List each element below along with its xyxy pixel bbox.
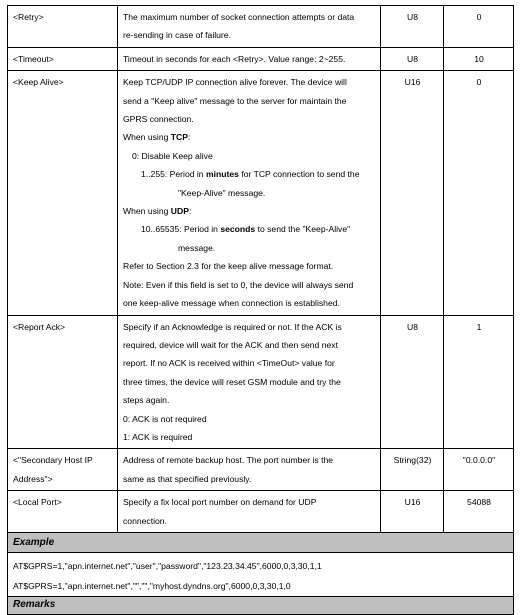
parameter-row bbox=[8, 449, 514, 491]
description-bold-term: TCP bbox=[170, 132, 188, 143]
description-line bbox=[123, 184, 376, 202]
parameter-name: <Local Port> bbox=[8, 491, 118, 533]
description-text: same as that specified previously. bbox=[123, 473, 252, 484]
description-bold-term: UDP bbox=[170, 206, 189, 217]
parameter-default: "0.0.0.0" bbox=[444, 449, 514, 491]
parameter-type: String(32) bbox=[381, 449, 444, 491]
description-text: one keep-alive message when connection is established. bbox=[123, 298, 340, 309]
parameter-type: U8 bbox=[381, 315, 444, 449]
parameter-name: <Retry> bbox=[8, 6, 118, 48]
description-line bbox=[123, 470, 376, 488]
description-text: report. If no ACK is received within <TimeOut> value for bbox=[123, 358, 335, 369]
description-text: Timeout in seconds for each <Retry>. Value range: 2~255. bbox=[123, 53, 346, 64]
parameter-default: 1 bbox=[444, 315, 514, 449]
parameter-name: <"Secondary Host IP Address"> bbox=[8, 449, 118, 491]
parameter-description bbox=[118, 47, 381, 70]
description-line bbox=[123, 373, 376, 391]
description-text: The maximum number of socket connection attempts or data bbox=[123, 12, 355, 22]
description-line bbox=[123, 128, 376, 146]
parameter-description bbox=[118, 315, 381, 449]
parameter-description bbox=[118, 6, 381, 48]
description-text: Note: Even if this field is set to 0, the device will always send bbox=[123, 279, 354, 290]
description-text: : bbox=[187, 132, 191, 143]
description-line bbox=[123, 50, 376, 68]
parameter-description bbox=[118, 491, 381, 533]
description-text: When using bbox=[123, 206, 171, 217]
example-section bbox=[8, 532, 514, 614]
parameter-table bbox=[7, 5, 514, 615]
description-text: connection. bbox=[123, 515, 167, 526]
description-text: for TCP connection to send the bbox=[238, 169, 360, 180]
description-bold-term: minutes bbox=[205, 169, 239, 180]
parameter-row bbox=[8, 491, 514, 533]
parameter-row bbox=[8, 6, 514, 48]
description-text: : bbox=[188, 206, 192, 217]
example-line-row bbox=[8, 576, 514, 597]
parameter-name: <Keep Alive> bbox=[8, 71, 118, 315]
description-line bbox=[123, 202, 376, 220]
description-line bbox=[123, 336, 376, 354]
parameter-default: 10 bbox=[444, 47, 514, 70]
example-line-row bbox=[8, 552, 514, 576]
description-line bbox=[123, 92, 376, 110]
description-line bbox=[123, 410, 376, 428]
description-line bbox=[123, 493, 376, 511]
description-line bbox=[123, 391, 376, 409]
description-line bbox=[123, 220, 376, 238]
description-text: 0: ACK is not required bbox=[123, 413, 207, 424]
example-line-2: AT$GPRS=1,"apn.internet.net","","","myhost.dyndns.org",6000,0,3,30,1,0 bbox=[8, 576, 514, 597]
description-line bbox=[123, 147, 376, 165]
description-line bbox=[123, 239, 376, 257]
parameter-description bbox=[118, 71, 381, 315]
parameter-name: <Timeout> bbox=[8, 47, 118, 70]
description-text: required, device will wait for the ACK and then send next bbox=[123, 339, 338, 350]
description-bold-term: seconds bbox=[220, 224, 256, 235]
description-line bbox=[123, 294, 376, 312]
remarks-heading-row bbox=[8, 596, 514, 614]
description-text: 1..255: Period in bbox=[141, 169, 206, 180]
parameter-table-body bbox=[8, 6, 514, 533]
description-text: Specify a fix local port number on demand for UDP bbox=[123, 497, 317, 508]
description-line bbox=[123, 8, 376, 26]
description-text: Address of remote backup host. The port number is the bbox=[123, 455, 334, 466]
description-text: three times, the device will reset GSM module and try the bbox=[123, 376, 341, 387]
example-line-1: AT$GPRS=1,"apn.internet.net","user","password","123.23.34.45",6000,0,3,30,1,1 bbox=[8, 552, 514, 576]
description-text: re-sending in case of failure. bbox=[123, 30, 231, 41]
description-line bbox=[123, 73, 376, 91]
description-line bbox=[123, 110, 376, 128]
description-text: message. bbox=[178, 242, 216, 253]
description-text: 0: Disable Keep alive bbox=[132, 150, 213, 161]
description-text: to send the "Keep-Alive" bbox=[255, 224, 351, 235]
description-line bbox=[123, 354, 376, 372]
parameter-type: U8 bbox=[381, 6, 444, 48]
document-page bbox=[7, 5, 513, 615]
description-line bbox=[123, 451, 376, 469]
parameter-type: U8 bbox=[381, 47, 444, 70]
parameter-row bbox=[8, 315, 514, 449]
description-text: When using bbox=[123, 132, 171, 143]
description-text: steps again. bbox=[123, 395, 170, 406]
description-text: Keep TCP/UDP IP connection alive forever. The device will bbox=[123, 77, 347, 88]
parameter-description bbox=[118, 449, 381, 491]
parameter-row bbox=[8, 47, 514, 70]
parameter-default: 0 bbox=[444, 71, 514, 315]
description-text: Refer to Section 2.3 for the keep alive message format. bbox=[123, 261, 334, 272]
description-line bbox=[123, 318, 376, 336]
description-line bbox=[123, 428, 376, 446]
description-line bbox=[123, 276, 376, 294]
description-text: send a "Keep alive" message to the server for maintain the bbox=[123, 95, 347, 106]
description-text: 1: ACK is required bbox=[123, 431, 193, 442]
example-heading: Example bbox=[8, 532, 514, 552]
parameter-row bbox=[8, 71, 514, 315]
description-text: 10..65535: Period in bbox=[141, 224, 221, 235]
description-text: Specify if an Acknowledge is required or not. If the ACK is bbox=[123, 321, 342, 332]
description-text: GPRS connection. bbox=[123, 114, 194, 125]
description-text: "Keep-Alive" message. bbox=[178, 187, 266, 198]
parameter-default: 0 bbox=[444, 6, 514, 48]
example-heading-row bbox=[8, 532, 514, 552]
description-line bbox=[123, 26, 376, 44]
parameter-default: 54088 bbox=[444, 491, 514, 533]
remarks-heading: Remarks bbox=[8, 596, 514, 614]
parameter-type: U16 bbox=[381, 491, 444, 533]
parameter-name: <Report Ack> bbox=[8, 315, 118, 449]
description-line bbox=[123, 257, 376, 275]
description-line bbox=[123, 512, 376, 530]
description-line bbox=[123, 165, 376, 183]
parameter-type: U16 bbox=[381, 71, 444, 315]
